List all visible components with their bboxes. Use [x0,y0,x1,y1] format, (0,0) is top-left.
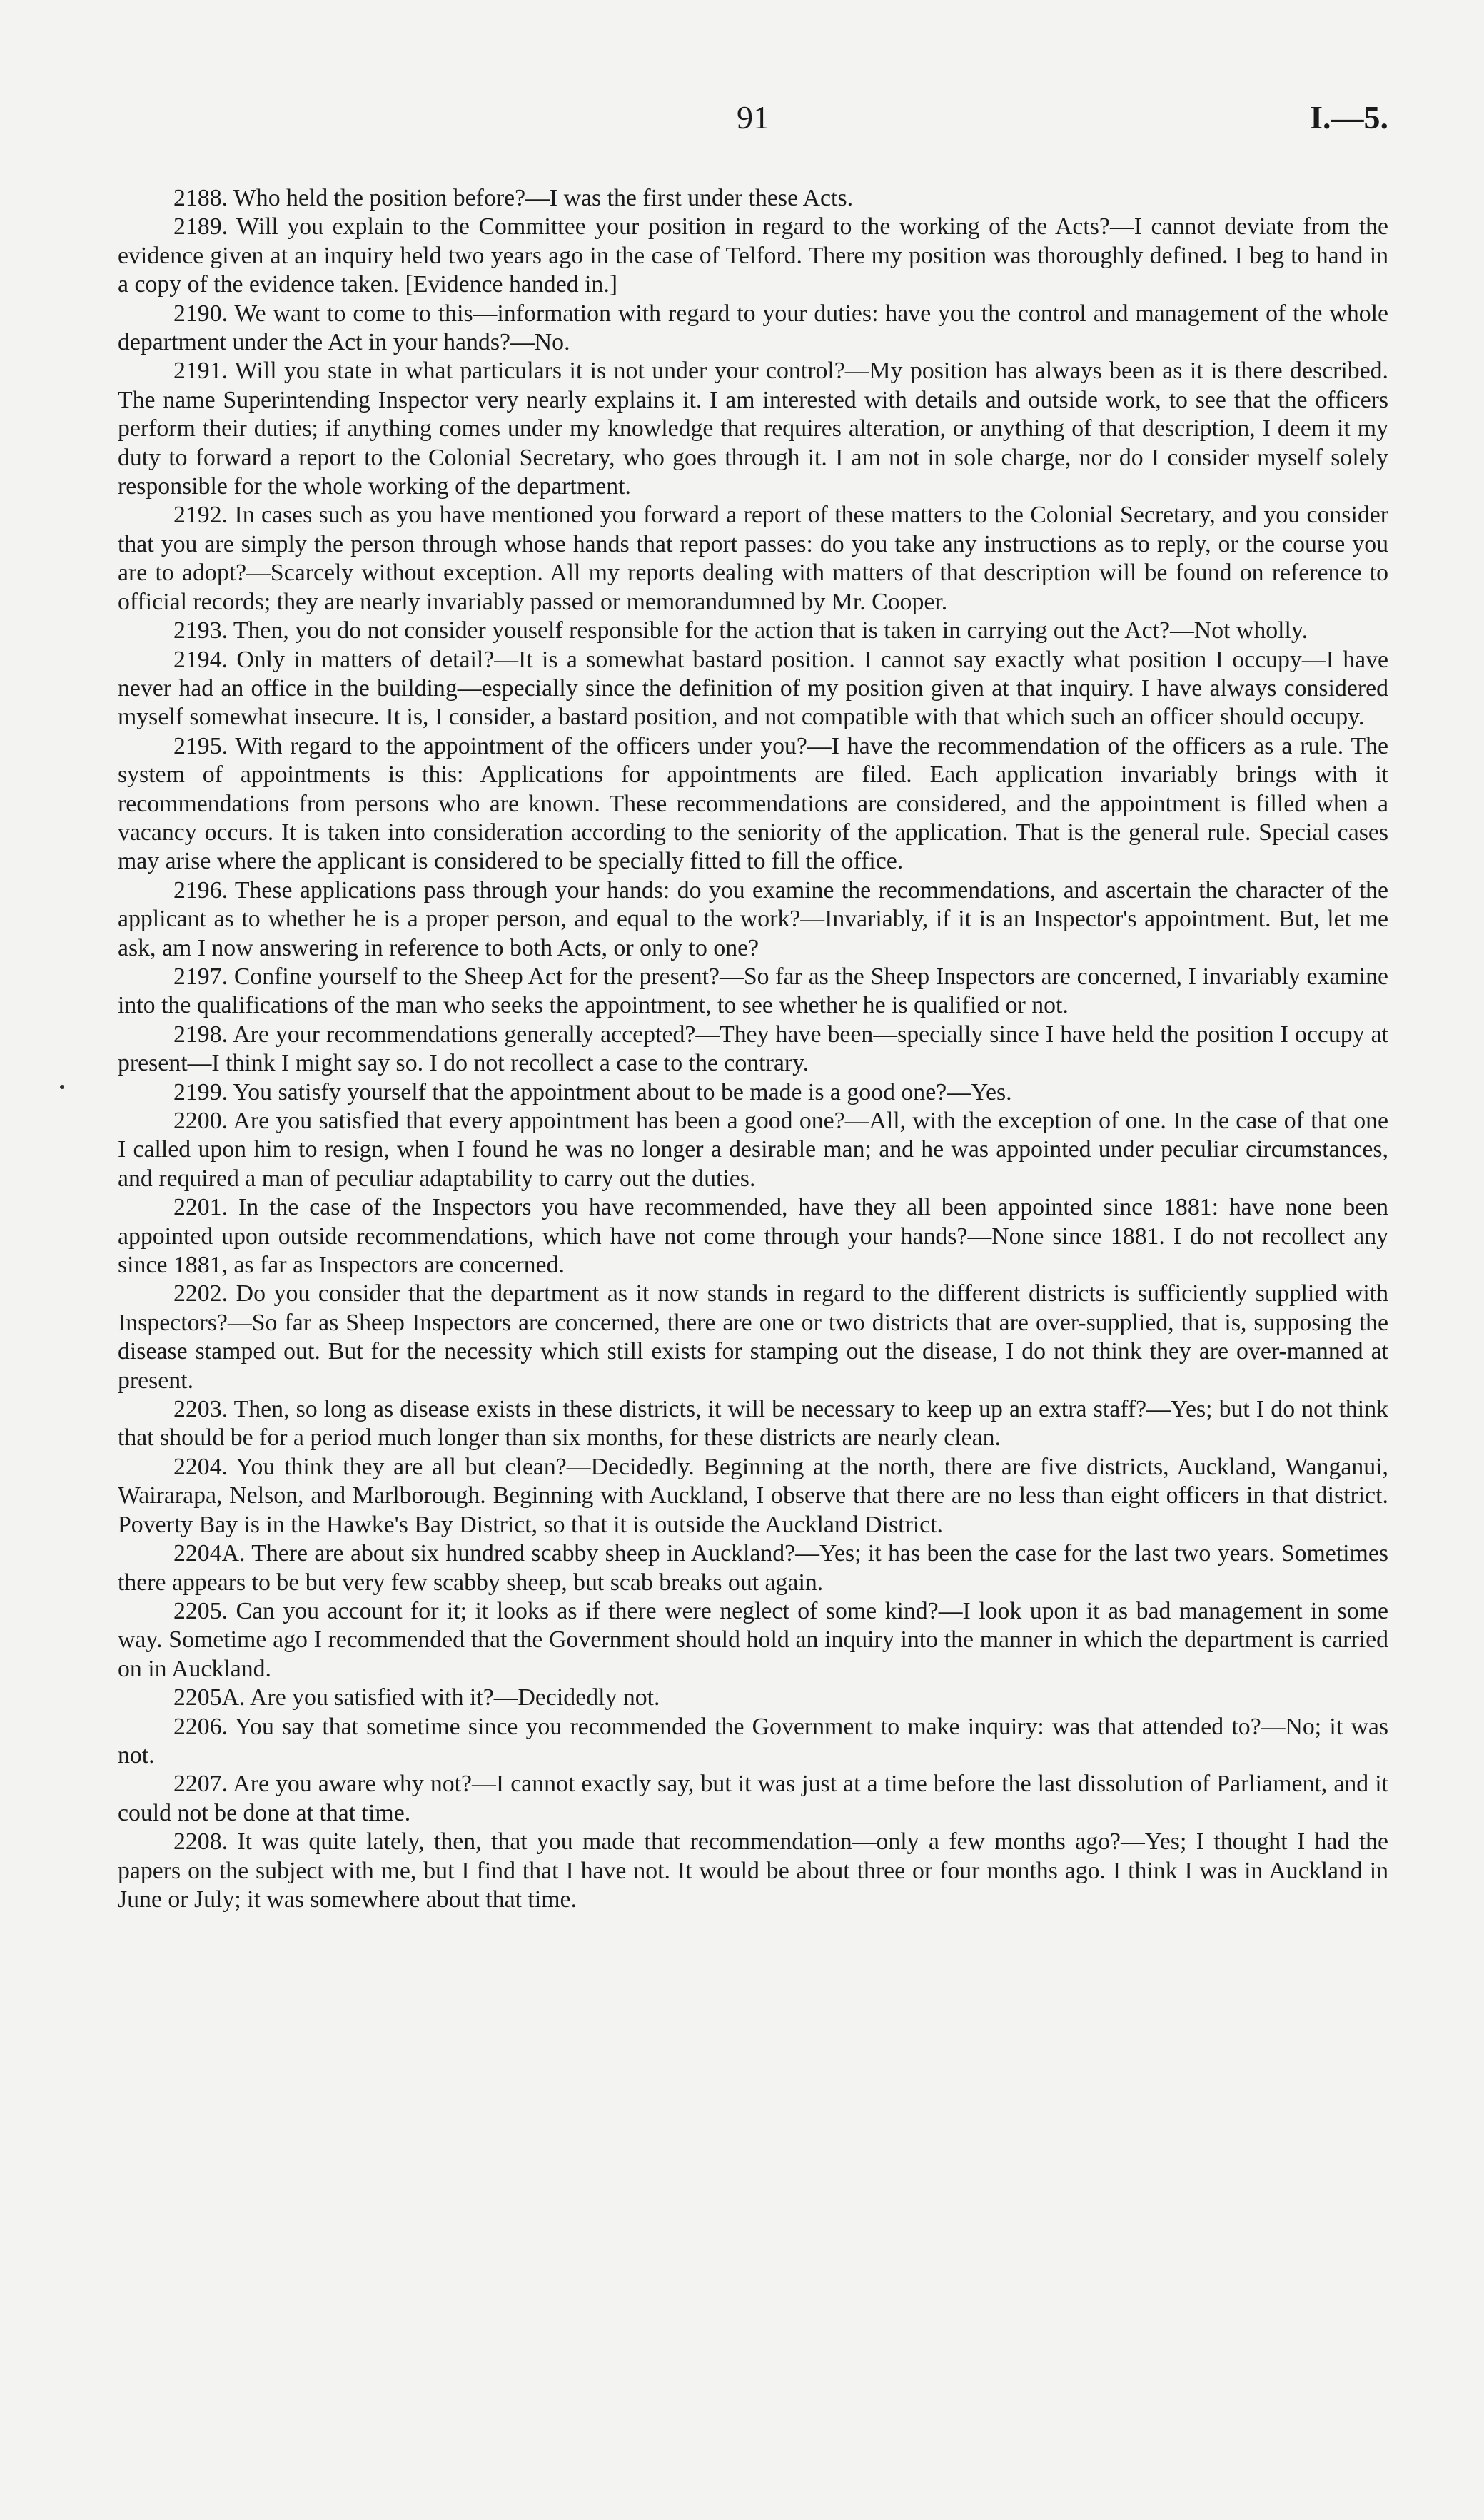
question-number: 2204A. [173,1540,246,1567]
question-text: In the case of the Inspectors you have recommended, have they all been appointed since 1881: have none been appointed upon outside recommendations, which have not come through your hands?—None since 1881. I do not recollect any since 1881, as far as Inspectors are concerned. [118,1194,1389,1279]
question-text: These applications pass through your hands: do you examine the recommendations, and ascertain the character of the applicant as to whether he is a proper person, and equal to the work?—Invariably, if it is an Inspector's appointment. But, let me ask, am I now answering in reference to both Acts, or only to one? [118,876,1388,961]
question-number: 2191. [173,358,228,385]
evidence-body [118,184,1388,1914]
question-number: 2202. [173,1280,228,1307]
question-text: Only in matters of detail?—It is a somewhat bastard position. I cannot say exactly what position I occupy—I have never had an office in the building—especially since the definition of my position given at that inquiry. I have always considered myself somewhat insecure. It is, I consider, a bastard position, and not compatible with that which such an officer should occupy. [118,646,1388,731]
page-number: 91 [737,99,769,136]
question-2204a [118,1539,1388,1597]
question-number: 2199. [173,1078,228,1105]
question-text: Are you aware why not?—I cannot exactly say, but it was just at a time before the last dissolution of Parliament, and it could not be done at that time. [118,1771,1388,1826]
question-number: 2197. [173,963,228,990]
question-2203 [118,1395,1388,1453]
question-number: 2203. [173,1396,228,1423]
question-2204 [118,1453,1388,1539]
question-text: Will you state in what particulars it is not under your control?—My position has always been as it is there described. The name Superintending Inspector very nearly explains it. I am interested with details and outside work, to see that the officers perform their duties; if anything comes under my knowledge that requires alteration, or anything of that description, I deem it my duty to forward a report to the Colonial Secretary, who goes through it. I am not in sole charge, nor do I consider myself solely responsible for the whole working of the department. [118,358,1388,500]
question-text: Are you satisfied that every appointment has been a good one?—All, with the exception of one. In the case of that one I called upon him to resign, when I found he was no longer a desirable man; and he was appointed under peculiar circumstances, and required a man of peculiar adaptability to carry out the duties. [118,1108,1388,1192]
question-2201 [118,1193,1388,1280]
question-number: 2192. [173,502,228,529]
question-2208 [118,1828,1388,1914]
question-number: 2195. [173,732,228,759]
question-number: 2189. [173,213,228,241]
question-2200 [118,1107,1388,1193]
question-number: 2196. [173,876,228,904]
question-2197 [118,963,1388,1021]
question-text: Confine yourself to the Sheep Act for the present?—So far as the Sheep Inspectors are concerned, I invariably examine into the qualifications of the man who seeks the appointment, to see whether he is qualified or not. [118,963,1389,1019]
question-number: 2206. [173,1713,228,1740]
question-2188 [118,184,1388,213]
question-2190 [118,300,1388,358]
question-text: Can you account for it; it looks as if there were neglect of some kind?—I look upon it as bad management in some way. Sometime ago I recommended that the Government should hold an inquiry into the manner in which the department is carried on in Auckland. [118,1597,1388,1682]
question-text: Are your recommendations generally accepted?—They have been—specially since I have held the position I occupy at present—I think I might say so. I do not recollect a case to the contrary. [118,1021,1388,1077]
question-text: Then, so long as disease exists in these districts, it will be necessary to keep up an extra staff?—Yes; but I do not think that should be for a period much longer than six months, for these districts are nearly clean. [118,1396,1388,1452]
question-2195 [118,732,1388,876]
question-2199 [118,1078,1388,1107]
question-text: Then, you do not consider youself responsible for the action that is taken in carrying out the Act?—Not wholly. [233,617,1308,644]
question-2189 [118,213,1388,299]
question-number: 2207. [173,1771,228,1798]
question-2198 [118,1021,1388,1078]
question-text: Are you satisfied with it?—Decidedly not. [250,1684,660,1711]
question-2202 [118,1280,1388,1395]
question-text: With regard to the appointment of the officers under you?—I have the recommendation of the officers as a rule. The system of appointments is this: Applications for appointments are filed. Each application invariably brings with it recommendations from persons who are known. These recommendations are considered, and the appointment is filled when a vacancy occurs. It is taken into consideration according to the seniority of the application. That is the general rule. Special cases may arise where the applicant is considered to be specially fitted to fill the office. [118,732,1388,875]
question-text: You say that sometime since you recommended the Government to make inquiry: was that attended to?—No; it was not. [118,1713,1388,1768]
question-text: We want to come to this—information with regard to your duties: have you the control and management of the whole department under the Act in your hands?—No. [118,300,1389,356]
question-2205a [118,1684,1388,1712]
margin-dot-mark [60,1085,64,1089]
question-number: 2194. [173,646,228,673]
question-number: 2201. [173,1194,228,1221]
question-number: 2205A. [173,1684,246,1711]
question-number: 2193. [173,617,228,644]
question-2191 [118,357,1388,501]
question-text: Who held the position before?—I was the first under these Acts. [233,185,854,211]
question-number: 2188. [173,185,228,211]
question-2192 [118,501,1388,617]
question-2193 [118,617,1388,645]
question-2194 [118,646,1388,732]
question-text: Will you explain to the Committee your position in regard to the working of the Acts?—I cannot deviate from the evidence given at an inquiry held two years ago in the case of Telford. There my position was thoroughly defined. I beg to hand in a copy of the evidence taken. [Evidence handed in.] [118,213,1388,298]
question-number: 2204. [173,1453,228,1480]
question-text: There are about six hundred scabby sheep in Auckland?—Yes; it has been the case for the last two years. Sometimes there appears to be but very few scabby sheep, but scab breaks out again. [118,1540,1388,1596]
question-2206 [118,1713,1388,1771]
document-reference: I.—5. [1310,99,1388,136]
question-text: You think they are all but clean?—Decidedly. Beginning at the north, there are five districts, Auckland, Wanganui, Wairarapa, Nelson, and Marlborough. Beginning with Auckland, I observe that there are no less than eight officers in that district. Poverty Bay is in the Hawke's Bay District, so that it is outside the Auckland District. [118,1453,1388,1538]
question-text: In cases such as you have mentioned you forward a report of these matters to the Colonial Secretary, and you consider that you are simply the person through whose hands that report passes: do you take any instructions as to reply, or the course you are to adopt?—Scarcely without exception. All my reports dealing with matters of that description will be found on reference to official records; they are nearly invariably passed or memorandumned by Mr. Cooper. [118,502,1388,615]
question-number: 2200. [173,1108,228,1134]
question-number: 2208. [173,1828,228,1856]
page-header [118,98,1388,148]
question-2207 [118,1770,1388,1828]
question-2196 [118,876,1388,963]
question-number: 2198. [173,1021,228,1048]
question-text: It was quite lately, then, that you made that recommendation—only a few months ago?—Yes; I thought I had the papers on the subject with me, but I find that I have not. It would be about three or four months ago. I think I was in Auckland in June or July; it was somewhere about that time. [118,1828,1388,1913]
question-number: 2205. [173,1597,228,1624]
question-text: Do you consider that the department as it now stands in regard to the different districts is sufficiently supplied with Inspectors?—So far as Sheep Inspectors are concerned, there are one or two districts that are over-supplied, that is, supposing the disease stamped out. But for the necessity which still exists for stamping out the disease, I do not think they are over-manned at present. [118,1280,1388,1394]
question-2205 [118,1597,1388,1684]
question-number: 2190. [173,300,228,327]
question-text: You satisfy yourself that the appointment about to be made is a good one?—Yes. [233,1078,1012,1105]
